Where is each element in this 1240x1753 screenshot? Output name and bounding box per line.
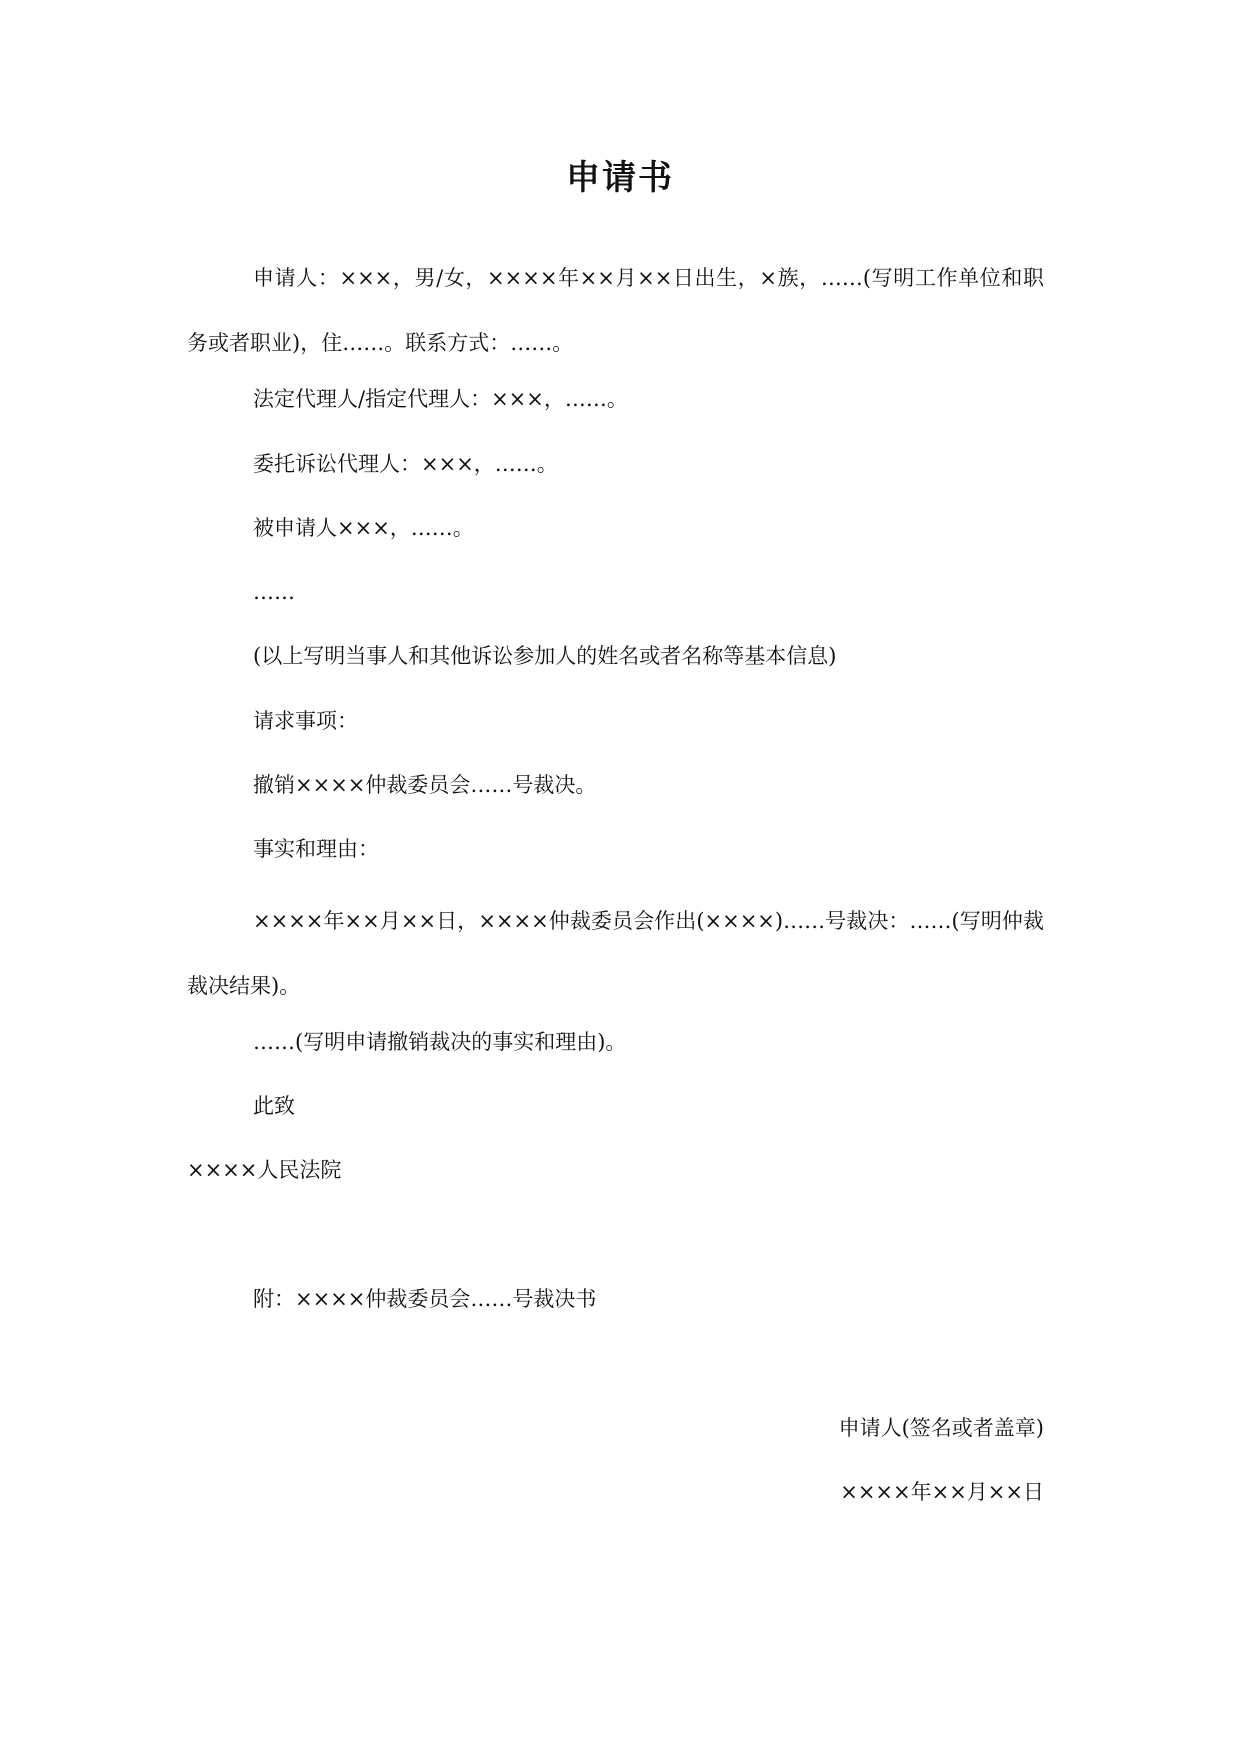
facts-content-paragraph: ××××年××月××日，××××仲裁委员会作出(××××)……号裁决：……(写明仲裁裁决结果)。	[187, 909, 1044, 998]
document-title: 申请书	[566, 158, 674, 198]
salutation-line: 此致	[253, 1094, 295, 1118]
facts-reason-line: ……(写明申请撤销裁决的事实和理由)。	[253, 1030, 627, 1054]
ellipsis-line: ……	[253, 580, 295, 604]
legal-representative-line: 法定代理人/指定代理人：×××，……。	[253, 387, 628, 411]
respondent-line: 被申请人×××，……。	[253, 516, 474, 540]
claims-content: 撤销××××仲裁委员会……号裁决。	[253, 773, 597, 797]
entrusted-agent-line: 委托诉讼代理人：×××，……。	[253, 452, 558, 476]
parties-note-line: (以上写明当事人和其他诉讼参加人的姓名或者名称等基本信息)	[253, 644, 837, 668]
signature-label: 申请人(签名或者盖章)	[838, 1416, 1044, 1440]
attachment-line: 附：××××仲裁委员会……号裁决书	[253, 1287, 597, 1311]
facts-heading: 事实和理由：	[253, 837, 379, 861]
date-line: ××××年××月××日	[840, 1480, 1044, 1504]
claims-heading: 请求事项：	[253, 709, 358, 733]
applicant-info-paragraph: 申请人：×××，男/女，××××年××月××日出生，×族，……(写明工作单位和职务或者职业)，住……。联系方式：……。	[187, 266, 1044, 355]
court-line: ××××人民法院	[187, 1158, 342, 1182]
